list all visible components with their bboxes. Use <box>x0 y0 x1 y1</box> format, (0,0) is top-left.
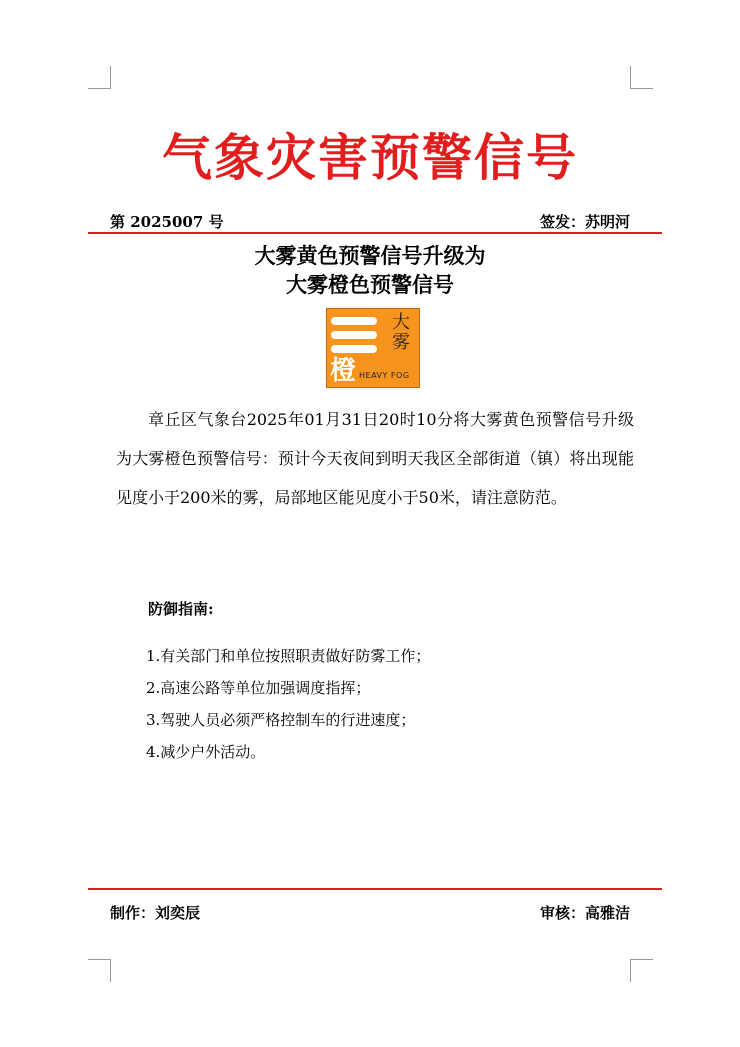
headline-line-2: 大雾橙色预警信号 <box>286 272 454 297</box>
footer-divider <box>88 888 662 890</box>
document-title: 气象灾害预警信号 <box>162 129 578 187</box>
signal-english-label: HEAVY FOG <box>359 371 410 380</box>
crop-mark-top-right <box>630 66 653 89</box>
signal-type-chars: 大雾 <box>392 312 410 353</box>
signal-bar <box>331 331 377 339</box>
crop-mark-top-left <box>88 66 111 89</box>
header-meta <box>110 211 630 233</box>
headline-line-1: 大雾黄色预警信号升级为 <box>254 243 486 268</box>
orange-fog-warning-icon <box>326 308 420 388</box>
guidance-item: 4.减少户外活动。 <box>146 743 266 761</box>
footer-meta <box>110 902 630 924</box>
issue-number: 第 2025007 号 <box>110 213 224 231</box>
signal-bar <box>331 345 377 353</box>
crop-mark-bottom-right <box>630 959 653 982</box>
crop-mark-bottom-left <box>88 959 111 982</box>
guidance-list <box>146 640 430 768</box>
header-divider <box>88 232 662 234</box>
warning-body: 章丘区气象台2025年01月31日20时10分将大雾黄色预警信号升级为大雾橙色预警信号：预计今天夜间到明天我区全部街道（镇）将出现能见度小于200米的雾，局部地区能见度小于50米，请注意防范。 <box>116 410 634 507</box>
reviewer: 审核：高雅洁 <box>539 904 630 922</box>
signal-bar <box>331 317 377 325</box>
signal-color-char: 橙 <box>330 356 357 386</box>
guidance-item: 2.高速公路等单位加强调度指挥； <box>146 679 371 697</box>
guidance-title: 防御指南: <box>148 600 214 618</box>
guidance-item: 1.有关部门和单位按照职责做好防雾工作； <box>146 647 431 665</box>
guidance-item: 3.驾驶人员必须严格控制车的行进速度； <box>146 711 416 729</box>
producer: 制作：刘奕辰 <box>110 904 201 922</box>
issuer: 签发：苏明河 <box>539 213 630 231</box>
